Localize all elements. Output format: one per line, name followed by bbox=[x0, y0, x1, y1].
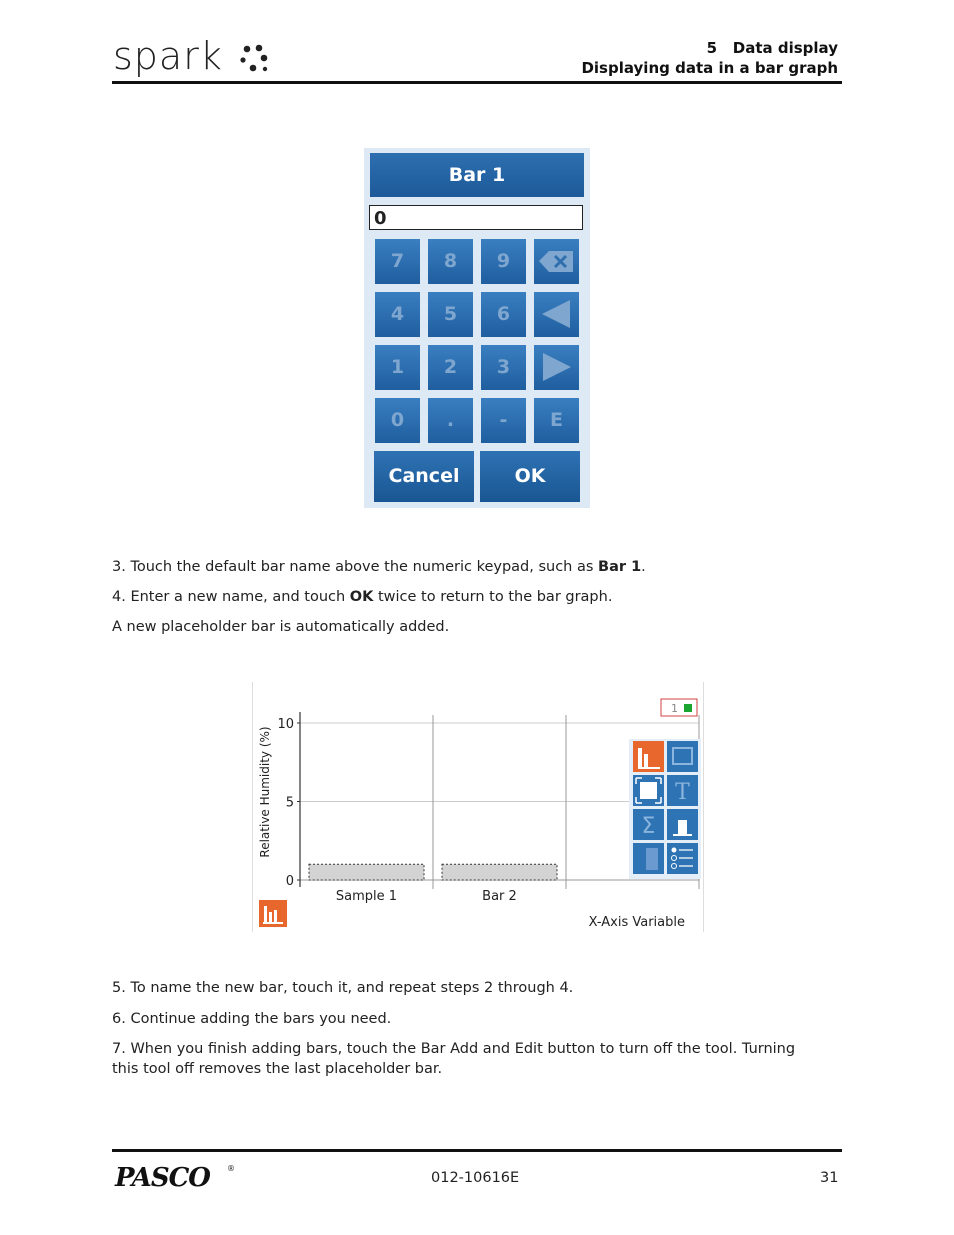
x-axis-label: X-Axis Variable bbox=[588, 915, 685, 930]
step-3 bbox=[112, 557, 646, 577]
data-labels-button[interactable] bbox=[667, 809, 698, 840]
bar-chart bbox=[253, 682, 703, 932]
key-6[interactable]: 6 bbox=[481, 292, 526, 337]
pasco-logo bbox=[115, 1164, 235, 1192]
key-3[interactable]: 3 bbox=[481, 345, 526, 390]
pasco-logo-text: PASCO bbox=[115, 1163, 210, 1193]
y-tick-label: 5 bbox=[285, 795, 294, 811]
numeric-keypad-screenshot bbox=[364, 148, 590, 508]
bar-add-edit-button[interactable] bbox=[633, 741, 664, 772]
key-5[interactable]: 5 bbox=[428, 292, 473, 337]
step-3-text: 3. Touch the default bar name above the numeric keypad, such as bbox=[112, 559, 599, 575]
cursor-left-key[interactable] bbox=[534, 292, 579, 337]
right-arrow-icon bbox=[534, 345, 579, 390]
legend-toggle-button[interactable] bbox=[667, 843, 698, 874]
placeholder-note: A new placeholder bar is automatically added. bbox=[112, 619, 450, 635]
step-4 bbox=[112, 587, 612, 607]
text-annotation-button[interactable] bbox=[667, 775, 698, 806]
y-axis-label: Relative Humidity (%) bbox=[258, 726, 272, 858]
spark-dots-icon bbox=[239, 44, 279, 74]
left-arrow-icon bbox=[534, 292, 579, 337]
key-7[interactable]: 7 bbox=[375, 239, 420, 284]
add-display-button[interactable] bbox=[667, 741, 698, 772]
cancel-button[interactable]: Cancel bbox=[374, 451, 474, 502]
bar-graph-screenshot bbox=[252, 682, 704, 932]
header-section: Displaying data in a bar graph bbox=[581, 59, 838, 77]
header-chapter: 5 Data display bbox=[706, 39, 838, 57]
spark-logo bbox=[113, 36, 283, 80]
key-decimal[interactable]: . bbox=[428, 398, 473, 443]
step-5: 5. To name the new bar, touch it, and repeat steps 2 through 4. bbox=[112, 980, 574, 996]
bar-graph-mode-button[interactable] bbox=[259, 900, 287, 927]
graph-tool-palette bbox=[629, 739, 701, 879]
step-7-line-2: this tool off removes the last placeholder bar. bbox=[112, 1061, 443, 1077]
scale-to-fit-button[interactable] bbox=[633, 775, 664, 806]
y-tick-label: 0 bbox=[285, 874, 294, 889]
logo-text: spark bbox=[113, 34, 223, 78]
key-exponent[interactable]: E bbox=[534, 398, 579, 443]
registered-mark: ® bbox=[227, 1164, 235, 1173]
backspace-icon bbox=[534, 239, 579, 284]
sigma-icon: Σ bbox=[641, 814, 656, 839]
key-2[interactable]: 2 bbox=[428, 345, 473, 390]
footer-divider bbox=[112, 1149, 842, 1152]
keypad-title[interactable]: Bar 1 bbox=[370, 153, 584, 197]
key-minus[interactable]: - bbox=[481, 398, 526, 443]
step-3-bold: Bar 1 bbox=[598, 559, 642, 575]
statistics-button[interactable] bbox=[633, 809, 664, 840]
step-4-end: twice to return to the bar graph. bbox=[373, 589, 613, 605]
x-tick-label[interactable]: Sample 1 bbox=[335, 889, 398, 904]
keypad-value-field[interactable]: 0 bbox=[369, 205, 583, 230]
y-tick-label: 10 bbox=[277, 717, 294, 732]
key-4[interactable]: 4 bbox=[375, 292, 420, 337]
legend-label: 1 bbox=[671, 702, 678, 715]
backspace-key[interactable] bbox=[534, 239, 579, 284]
key-0[interactable]: 0 bbox=[375, 398, 420, 443]
header-divider bbox=[112, 81, 842, 84]
step-4-text: 4. Enter a new name, and touch bbox=[112, 589, 350, 605]
legend[interactable] bbox=[661, 699, 697, 716]
cursor-right-key[interactable] bbox=[534, 345, 579, 390]
step-7-line-1: 7. When you finish adding bars, touch the Bar Add and Edit button to turn off the tool. Turning bbox=[112, 1041, 796, 1057]
key-9[interactable]: 9 bbox=[481, 239, 526, 284]
key-8[interactable]: 8 bbox=[428, 239, 473, 284]
delete-bar-button[interactable] bbox=[633, 843, 664, 874]
bar[interactable] bbox=[309, 864, 424, 880]
text-tool-icon: T bbox=[675, 780, 690, 805]
key-1[interactable]: 1 bbox=[375, 345, 420, 390]
ok-button[interactable]: OK bbox=[480, 451, 580, 502]
page-number: 31 bbox=[820, 1170, 839, 1186]
legend-swatch bbox=[684, 704, 692, 712]
document-number: 012-10616E bbox=[431, 1170, 520, 1186]
step-3-end: . bbox=[641, 559, 646, 575]
x-tick-label[interactable]: Bar 2 bbox=[482, 889, 517, 904]
bar[interactable] bbox=[442, 864, 557, 880]
step-6: 6. Continue adding the bars you need. bbox=[112, 1011, 392, 1027]
step-4-bold: OK bbox=[349, 589, 374, 605]
